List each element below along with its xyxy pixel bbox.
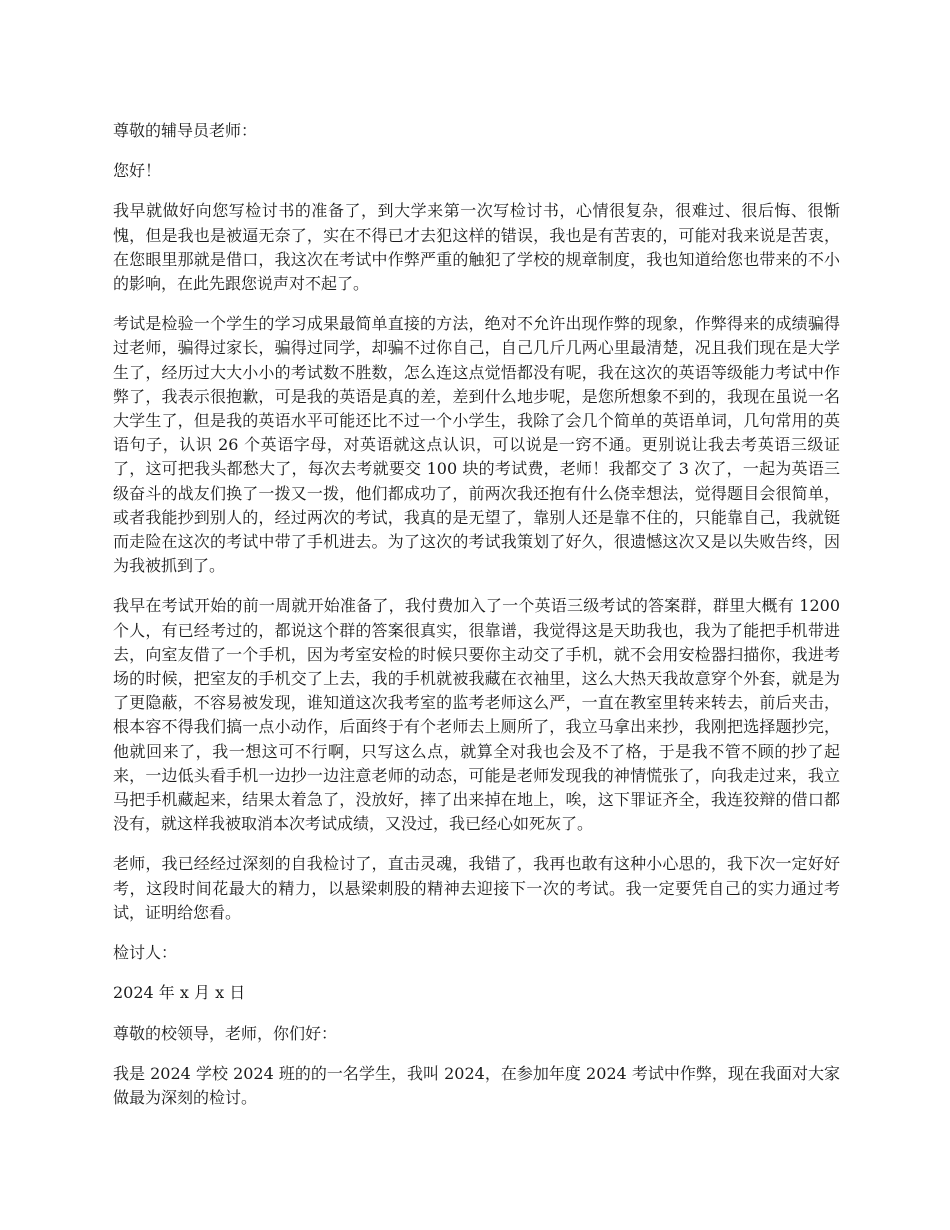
paragraph-intro: 我早就做好向您写检讨书的准备了，到大学来第一次写检讨书，心情很复杂，很难过、很后悔、很惭愧，但是我也是被逼无奈了，实在不得已才去犯这样的错误，我也是有苦衷的，可能对我来说是苦衷，在您眼里那就是借口，我这次在考试中作弊严重的触犯了学校的规章制度，我也知道给您也带来的不小的影响，在此先跟您说声对不起了。: [113, 201, 840, 294]
document-body: [113, 119, 840, 1126]
paragraph-exam-reflection: 考试是检验一个学生的学习成果最简单直接的方法，绝对不允许出现作弊的现象，作弊得来的成绩骗得过老师，骗得过家长，骗得过同学，却骗不过你自己，自己几斤几两心里最清楚，况且我们现在是大学生了，经历过大大小小的考试数不胜数，怎么连这点觉悟都没有呢，我在这次的英语等级能力考试中作弊了，我表示很抱歉，可是我的英语是真的差，差到什么地步呢，是您所想象不到的，我现在虽说一名大学生了，但是我的英语水平可能还比不过一个小学生，我除了会几个简单的英语单词，几句常用的英语句子，认识 26 个英语字母，对英语就这点认识，可以说是一窍不通。更别说让我去考英语三级证了，这可把我头都愁大了，每次去考就要交 100 块的考试费，老师！我都交了 3 次了，一起为英语三级奋斗的战友们换了一拨又一拨，他们都成功了，前两次我还抱有什么侥幸想法，觉得题目会很简单，或者我能抄到别人的，经过两次的考试，我真的是无望了，靠别人还是靠不住的，只能靠自己，我就铤而走险在这次的考试中带了手机进去。为了这次的考试我策划了好久，很遗憾这次又是以失败告终，因为我被抓到了。: [113, 314, 840, 576]
paragraph-second-intro: 我是 2024 学校 2024 班的的一名学生，我叫 2024，在参加年度 2024 考试中作弊，现在我面对大家做最为深刻的检讨。: [113, 1063, 840, 1107]
greeting: 您好！: [113, 161, 162, 181]
paragraph-incident: 我早在考试开始的前一周就开始准备了，我付费加入了一个英语三级考试的答案群，群里大概有 1200 个人，有已经考过的，都说这个群的答案很真实，很靠谱，我觉得这是天助我也，我为了能把手机带进去，向室友借了一个手机，因为考室安检的时候只要你主动交了手机，就不会用安检器扫描你，我进考场的时候，把室友的手机交了上去，我的手机就被我藏在衣袖里，这么大热天我故意穿个外套，就是为了更隐蔽，不容易被发现，谁知道这次我考室的监考老师这么严，一直在教室里转来转去，前后夹击，根本容不得我们搞一点小动作，后面终于有个老师去上厕所了，我立马拿出来抄，我刚把选择题抄完，他就回来了，我一想这可不行啊，只写这么点，就算全对我也会及不了格，于是我不管不顾的抄了起来，一边低头看手机一边抄一边注意老师的动态，可能是老师发现我的神情慌张了，向我走过来，我立马把手机藏起来，结果太着急了，没放好，摔了出来掉在地上，唉，这下罪证齐全，我连狡辩的借口都没有，就这样我被取消本次考试成绩，又没过，我已经心如死灰了。: [113, 596, 840, 834]
date-line: 2024 年 x 月 x 日: [113, 983, 246, 1003]
salutation-counselor: 尊敬的辅导员老师：: [113, 121, 258, 140]
paragraph-conclusion: 老师，我已经经过深刻的自我检讨了，直击灵魂，我错了，我再也敢有这种小心思的，我下次一定好好考，这段时间花最大的精力，以悬梁刺股的精神去迎接下一次的考试。我一定要凭自己的实力通过考试，证明给您看。: [113, 854, 840, 922]
salutation-school-leaders: 尊敬的校领导，老师，你们好：: [113, 1023, 338, 1043]
signature-line: 检讨人：: [113, 943, 178, 963]
